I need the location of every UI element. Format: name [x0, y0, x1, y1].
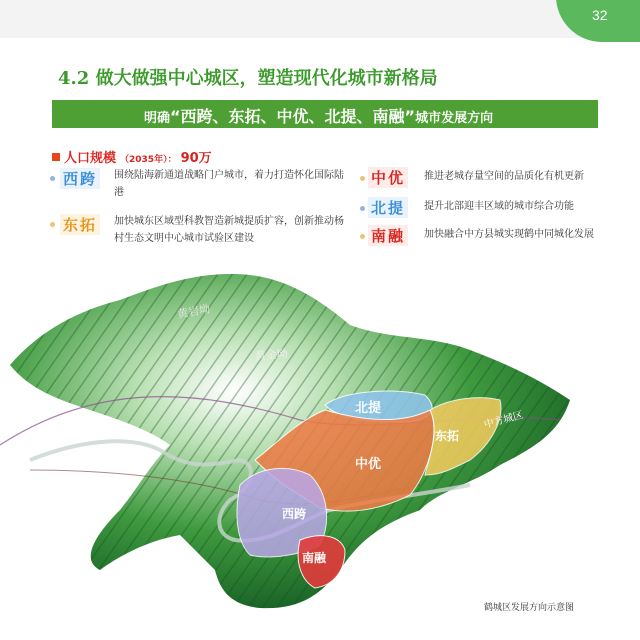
zone-label-west: 西跨 [282, 507, 307, 521]
population-label: 人口规模 [64, 151, 117, 166]
population-line [52, 147, 212, 166]
tag-east: 东拓 [60, 214, 100, 235]
zone-label-south: 南融 [302, 551, 327, 565]
desc-west: 围绕陆海新通道战略门户城市，着力打造怀化国际陆港 [114, 170, 344, 198]
desc-north: 提升北部迎丰区域的城市综合功能 [424, 201, 574, 212]
figure-caption: 鹤城区发展方向示意图 [484, 603, 575, 613]
banner-suffix: 城市发展方向 [415, 111, 494, 126]
population-year: （2035年）： [120, 155, 177, 165]
mountain-label: 黄岩坳 [176, 302, 212, 321]
tag-north: 北提 [368, 197, 408, 218]
bullet-dot-icon [50, 176, 55, 181]
tag-center: 中优 [368, 167, 408, 188]
page-number: 32 [592, 7, 608, 23]
mountain-label: 黄金坳 [254, 347, 289, 363]
terrain-map [0, 270, 640, 610]
header-band [0, 0, 640, 38]
bullet-dot-icon [360, 234, 365, 239]
zone-label-east: 东拓 [435, 429, 460, 443]
bullet-dot-icon [360, 206, 365, 211]
bullet-dot-icon [360, 176, 365, 181]
district-label: 中方城区 [482, 409, 525, 431]
bullet-dot-icon [50, 222, 55, 227]
banner-text [144, 104, 493, 127]
banner-quote: “西跨、东拓、中优、北提、南融” [170, 107, 416, 126]
bullet-square-icon [52, 153, 60, 161]
population-value: 90万 [180, 151, 212, 166]
zone-label-north: 北提 [355, 401, 382, 416]
desc-center: 推进老城存量空间的品质化有机更新 [424, 171, 584, 182]
desc-south: 加快融合中方县城实现鹤中同城化发展 [424, 229, 594, 240]
zone-label-center: 中优 [355, 457, 382, 472]
tag-south: 南融 [368, 225, 408, 246]
section-banner [52, 100, 598, 128]
banner-prefix: 明确 [144, 111, 171, 126]
terrain-map-svg [0, 270, 640, 610]
tag-west: 西跨 [60, 168, 100, 189]
desc-east: 加快城东区域型科教智造新城提质扩容，创新推动杨村生态文明中心城市试验区建设 [114, 216, 344, 244]
page-title: 4.2 做大做强中心城区，塑造现代化城市新格局 [58, 68, 438, 89]
